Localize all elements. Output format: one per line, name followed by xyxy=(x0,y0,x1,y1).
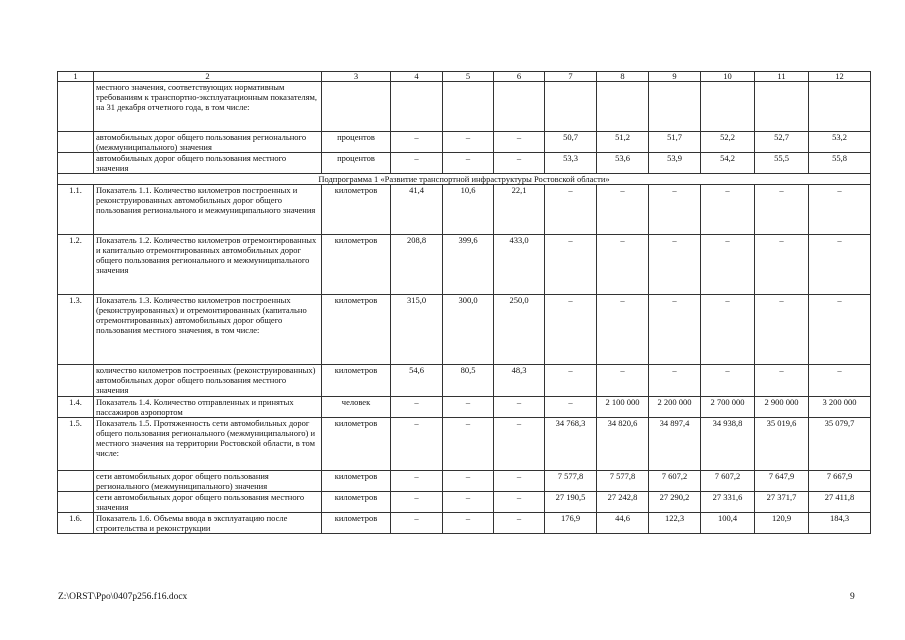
table-row xyxy=(58,132,871,153)
value-cell: 80,5 xyxy=(443,365,494,397)
value-cell: 34 768,3 xyxy=(545,418,597,471)
value-cell: – xyxy=(809,295,871,365)
table-row xyxy=(58,397,871,418)
value-cell: 34 897,4 xyxy=(649,418,701,471)
value-cell: 55,8 xyxy=(809,153,871,174)
row-number-cell xyxy=(58,471,94,492)
value-cell: – xyxy=(755,185,809,235)
header-cell: 2 xyxy=(94,72,322,82)
value-cell: 27 242,8 xyxy=(597,492,649,513)
row-number-cell xyxy=(58,492,94,513)
indicator-table xyxy=(57,71,871,534)
header-cell: 10 xyxy=(701,72,755,82)
row-number-cell xyxy=(58,365,94,397)
value-cell: – xyxy=(391,397,443,418)
indicator-text-cell: Показатель 1.4. Количество отправленных и принятых пассажиров аэропортом xyxy=(94,397,322,418)
table-row xyxy=(58,82,871,132)
value-cell: 53,3 xyxy=(545,153,597,174)
unit-cell: километров xyxy=(322,418,391,471)
value-cell: 300,0 xyxy=(443,295,494,365)
value-cell: 7 577,8 xyxy=(597,471,649,492)
value-cell: 7 667,9 xyxy=(809,471,871,492)
unit-cell: человек xyxy=(322,397,391,418)
value-cell: – xyxy=(701,365,755,397)
indicator-text-cell: сети автомобильных дорог общего пользования местного значения xyxy=(94,492,322,513)
footer-file-path: Z:\ORST\Ppo\0407p256.f16.docx xyxy=(58,592,188,602)
value-cell: – xyxy=(809,365,871,397)
value-cell xyxy=(809,82,871,132)
value-cell: – xyxy=(597,235,649,295)
value-cell: 3 200 000 xyxy=(809,397,871,418)
value-cell: 54,2 xyxy=(701,153,755,174)
unit-cell: километров xyxy=(322,513,391,534)
value-cell: 122,3 xyxy=(649,513,701,534)
value-cell: – xyxy=(391,513,443,534)
table-row xyxy=(58,295,871,365)
unit-cell: километров xyxy=(322,235,391,295)
unit-cell: километров xyxy=(322,185,391,235)
value-cell: – xyxy=(809,235,871,295)
value-cell: 250,0 xyxy=(494,295,545,365)
value-cell: 35 079,7 xyxy=(809,418,871,471)
header-cell: 11 xyxy=(755,72,809,82)
value-cell: 50,7 xyxy=(545,132,597,153)
value-cell: – xyxy=(494,471,545,492)
header-cell: 9 xyxy=(649,72,701,82)
value-cell: 52,7 xyxy=(755,132,809,153)
header-row xyxy=(58,72,871,82)
value-cell: – xyxy=(443,397,494,418)
value-cell: 55,5 xyxy=(755,153,809,174)
value-cell: 53,2 xyxy=(809,132,871,153)
indicator-text-cell: автомобильных дорог общего пользования регионального (межмуниципального) значения xyxy=(94,132,322,153)
value-cell: 27 190,5 xyxy=(545,492,597,513)
unit-cell: километров xyxy=(322,492,391,513)
row-number-cell xyxy=(58,153,94,174)
value-cell xyxy=(494,82,545,132)
value-cell: – xyxy=(545,295,597,365)
indicator-text-cell: сети автомобильных дорог общего пользования регионального (межмуниципального) значения xyxy=(94,471,322,492)
indicator-text-cell: местного значения, соответствующих нормативным требованиям к транспортно-эксплуатационным показателям, на 31 декабря отчетного года, в том числе: xyxy=(94,82,322,132)
value-cell: – xyxy=(443,132,494,153)
value-cell: 41,4 xyxy=(391,185,443,235)
indicator-text-cell: Показатель 1.6. Объемы ввода в эксплуатацию после строительства и реконструкции xyxy=(94,513,322,534)
table-row xyxy=(58,365,871,397)
table-row xyxy=(58,418,871,471)
value-cell: – xyxy=(755,295,809,365)
row-number-cell: 1.5. xyxy=(58,418,94,471)
value-cell: 7 607,2 xyxy=(701,471,755,492)
value-cell: – xyxy=(701,295,755,365)
value-cell: – xyxy=(701,185,755,235)
row-number-cell xyxy=(58,132,94,153)
value-cell: – xyxy=(391,418,443,471)
indicator-text-cell: Показатель 1.1. Количество километров построенных и реконструированных автомобильных дорог общего пользования регионального и межмуниципального значения xyxy=(94,185,322,235)
value-cell: – xyxy=(597,365,649,397)
value-cell: – xyxy=(443,153,494,174)
value-cell xyxy=(649,82,701,132)
value-cell: – xyxy=(443,471,494,492)
value-cell: 2 200 000 xyxy=(649,397,701,418)
value-cell: – xyxy=(443,492,494,513)
value-cell: 34 938,8 xyxy=(701,418,755,471)
subprogram-title: Подпрограмма 1 «Развитие транспортной инфраструктуры Ростовской области» xyxy=(58,174,871,185)
value-cell: 27 290,2 xyxy=(649,492,701,513)
value-cell: 433,0 xyxy=(494,235,545,295)
value-cell: 2 700 000 xyxy=(701,397,755,418)
value-cell: 7 577,8 xyxy=(545,471,597,492)
value-cell: 48,3 xyxy=(494,365,545,397)
subprogram-row xyxy=(58,174,871,185)
value-cell: – xyxy=(443,513,494,534)
value-cell: 51,7 xyxy=(649,132,701,153)
value-cell: 399,6 xyxy=(443,235,494,295)
value-cell: – xyxy=(755,365,809,397)
value-cell: – xyxy=(649,235,701,295)
value-cell: 27 371,7 xyxy=(755,492,809,513)
value-cell: 52,2 xyxy=(701,132,755,153)
header-cell: 4 xyxy=(391,72,443,82)
value-cell: – xyxy=(494,513,545,534)
value-cell xyxy=(701,82,755,132)
value-cell: 10,6 xyxy=(443,185,494,235)
value-cell: 120,9 xyxy=(755,513,809,534)
value-cell: 51,2 xyxy=(597,132,649,153)
header-cell: 6 xyxy=(494,72,545,82)
table-row xyxy=(58,235,871,295)
value-cell: – xyxy=(545,185,597,235)
value-cell: – xyxy=(545,235,597,295)
value-cell: – xyxy=(494,492,545,513)
value-cell: 7 607,2 xyxy=(649,471,701,492)
value-cell: 176,9 xyxy=(545,513,597,534)
row-number-cell: 1.4. xyxy=(58,397,94,418)
value-cell: – xyxy=(494,132,545,153)
unit-cell: процентов xyxy=(322,153,391,174)
value-cell: 53,9 xyxy=(649,153,701,174)
value-cell: – xyxy=(443,418,494,471)
value-cell: 2 100 000 xyxy=(597,397,649,418)
unit-cell xyxy=(322,82,391,132)
value-cell: 44,6 xyxy=(597,513,649,534)
indicator-text-cell: Показатель 1.2. Количество километров отремонтированных и капитально отремонтированных автомобильных дорог общего пользования регионального и межмуниципального значения xyxy=(94,235,322,295)
value-cell: – xyxy=(545,365,597,397)
value-cell: – xyxy=(755,235,809,295)
table-row xyxy=(58,513,871,534)
value-cell xyxy=(597,82,649,132)
row-number-cell: 1.6. xyxy=(58,513,94,534)
table-row xyxy=(58,492,871,513)
value-cell: – xyxy=(391,153,443,174)
value-cell: 2 900 000 xyxy=(755,397,809,418)
value-cell: – xyxy=(391,132,443,153)
table-row xyxy=(58,471,871,492)
row-number-cell: 1.1. xyxy=(58,185,94,235)
value-cell xyxy=(755,82,809,132)
header-cell: 7 xyxy=(545,72,597,82)
value-cell: 35 019,6 xyxy=(755,418,809,471)
value-cell: 208,8 xyxy=(391,235,443,295)
value-cell: – xyxy=(391,492,443,513)
value-cell: – xyxy=(597,295,649,365)
value-cell: – xyxy=(545,397,597,418)
value-cell: 53,6 xyxy=(597,153,649,174)
header-cell: 8 xyxy=(597,72,649,82)
value-cell: 34 820,6 xyxy=(597,418,649,471)
unit-cell: километров xyxy=(322,365,391,397)
value-cell: – xyxy=(391,471,443,492)
header-cell: 12 xyxy=(809,72,871,82)
table-row xyxy=(58,153,871,174)
value-cell: – xyxy=(649,185,701,235)
value-cell: 7 647,9 xyxy=(755,471,809,492)
page-number: 9 xyxy=(850,592,855,602)
value-cell xyxy=(443,82,494,132)
indicator-text-cell: Показатель 1.3. Количество километров построенных (реконструированных) и отремонтированных (капитально отремонтированных) автомобильных дорог общего пользования местного значения, в том числе: xyxy=(94,295,322,365)
value-cell: – xyxy=(649,365,701,397)
table-body xyxy=(58,72,871,534)
row-number-cell: 1.2. xyxy=(58,235,94,295)
unit-cell: километров xyxy=(322,295,391,365)
value-cell: 100,4 xyxy=(701,513,755,534)
value-cell: 27 331,6 xyxy=(701,492,755,513)
value-cell: – xyxy=(597,185,649,235)
value-cell: – xyxy=(809,185,871,235)
unit-cell: километров xyxy=(322,471,391,492)
value-cell: 22,1 xyxy=(494,185,545,235)
row-number-cell: 1.3. xyxy=(58,295,94,365)
value-cell: – xyxy=(494,153,545,174)
unit-cell: процентов xyxy=(322,132,391,153)
value-cell: 184,3 xyxy=(809,513,871,534)
value-cell: – xyxy=(494,397,545,418)
header-cell: 1 xyxy=(58,72,94,82)
row-number-cell xyxy=(58,82,94,132)
value-cell: 27 411,8 xyxy=(809,492,871,513)
value-cell: – xyxy=(494,418,545,471)
indicator-text-cell: автомобильных дорог общего пользования местного значения xyxy=(94,153,322,174)
value-cell: 54,6 xyxy=(391,365,443,397)
value-cell xyxy=(391,82,443,132)
indicator-text-cell: количество километров построенных (реконструированных) автомобильных дорог общего пользования местного значения xyxy=(94,365,322,397)
table-row xyxy=(58,185,871,235)
value-cell: – xyxy=(649,295,701,365)
value-cell xyxy=(545,82,597,132)
value-cell: 315,0 xyxy=(391,295,443,365)
indicator-text-cell: Показатель 1.5. Протяженность сети автомобильных дорог общего пользования регионального (межмуниципального) и местного значения на территории Ростовской области, в том числе: xyxy=(94,418,322,471)
header-cell: 5 xyxy=(443,72,494,82)
value-cell: – xyxy=(701,235,755,295)
header-cell: 3 xyxy=(322,72,391,82)
